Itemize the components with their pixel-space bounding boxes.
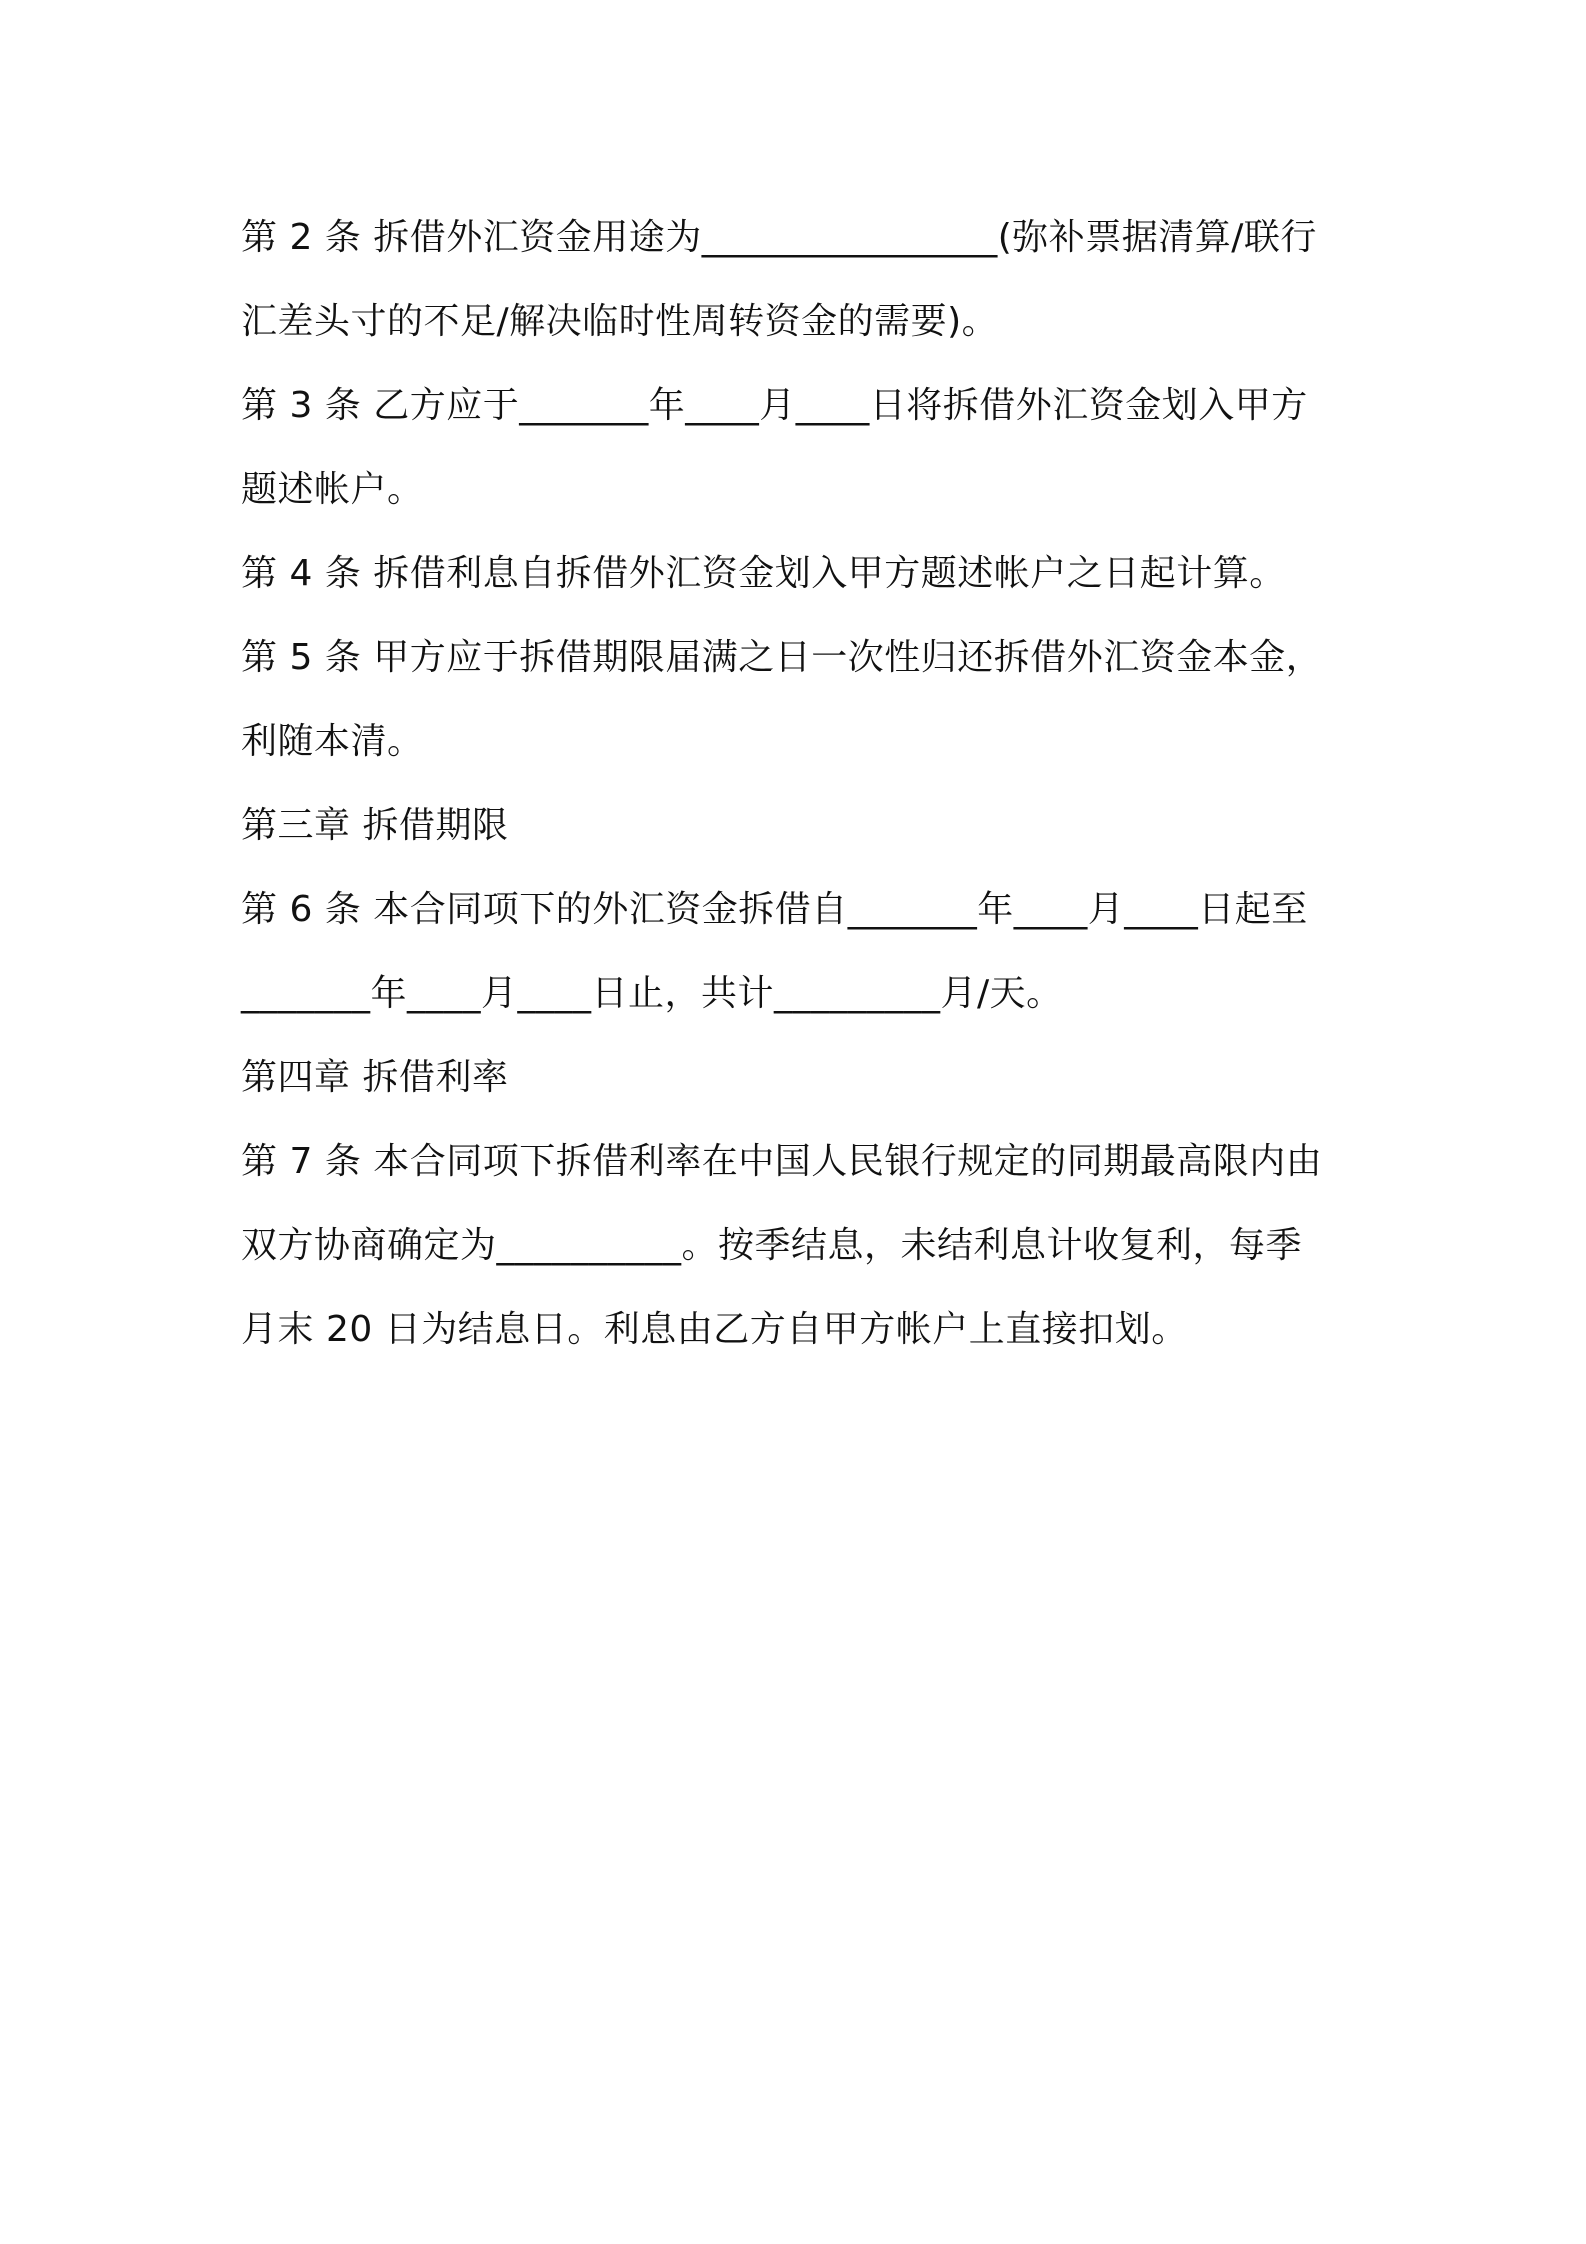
article-6-line-2: _______年____月____日止，共计_________月/天。 [241, 973, 1063, 1014]
article-7-line-1: 第 7 条 本合同项下拆借利率在中国人民银行规定的同期最高限内由 [241, 1141, 1323, 1182]
article-7-line-3: 月末 20 日为结息日。利息由乙方自甲方帐户上直接扣划。 [241, 1309, 1188, 1350]
article-2-line-1: 第 2 条 拆借外汇资金用途为________________(弥补票据清算/联行 [241, 217, 1317, 258]
document-body [241, 196, 1361, 1372]
article-2-line-2: 汇差头寸的不足/解决临时性周转资金的需要)。 [241, 301, 999, 342]
article-5-line-2: 利随本清。 [241, 721, 424, 762]
article-3-line-2: 题述帐户。 [241, 469, 424, 510]
article-3-line-1: 第 3 条 乙方应于_______年____月____日将拆借外汇资金划入甲方 [241, 385, 1308, 426]
article-4-line-1: 第 4 条 拆借利息自拆借外汇资金划入甲方题述帐户之日起计算。 [241, 553, 1286, 594]
article-6-line-1: 第 6 条 本合同项下的外汇资金拆借自_______年____月____日起至 [241, 889, 1308, 930]
article-5-line-1: 第 5 条 甲方应于拆借期限届满之日一次性归还拆借外汇资金本金， [241, 637, 1323, 678]
article-7-line-2: 双方协商确定为__________。按季结息，未结利息计收复利，每季 [241, 1225, 1303, 1266]
chapter-4-heading: 第四章 拆借利率 [241, 1057, 509, 1098]
chapter-3-heading: 第三章 拆借期限 [241, 805, 509, 846]
